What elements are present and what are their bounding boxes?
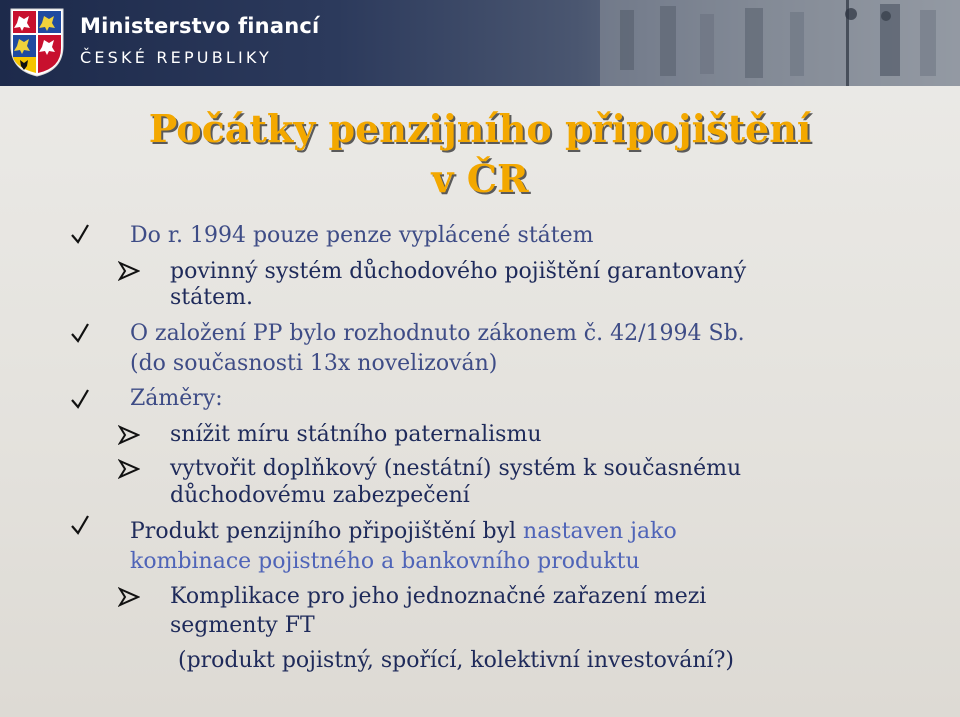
bullet-text-continued: důchodovému zabezpečení <box>170 483 470 508</box>
bullet-text-continued: kombinace pojistného a bankovního produktu <box>130 549 640 574</box>
arrow-bullet-icon <box>118 587 140 607</box>
bullet-text-part-highlight: nastaven jako <box>523 519 677 544</box>
bullet-text-continued: státem. <box>170 285 253 310</box>
slide-title-line-2: v ČR <box>431 156 529 201</box>
arrow-bullet-icon <box>118 261 140 281</box>
arrow-bullet-icon <box>118 459 140 479</box>
bullet-text: povinný systém důchodového pojištění garantovaný <box>170 259 747 284</box>
slide-title-line-1: Počátky penzijního připojištění <box>148 106 812 151</box>
bullet-text-part: Produkt penzijního připojištění byl <box>130 519 524 544</box>
bullet-text-continued: segmenty FT <box>170 613 315 638</box>
bullet-text: Komplikace pro jeho jednoznačné zařazení mezi <box>170 584 707 609</box>
checkmark-icon <box>70 514 90 536</box>
ministry-country: ČESKÉ REPUBLIKY <box>80 48 273 67</box>
bullet-text-continued: (do současnosti 13x novelizován) <box>130 351 498 376</box>
checkmark-icon <box>70 223 90 245</box>
bullet-text: O založení PP bylo rozhodnuto zákonem č. 42/1994 Sb. <box>130 321 745 346</box>
checkmark-icon <box>70 322 90 344</box>
bullet-text: Do r. 1994 pouze penze vyplácené státem <box>130 223 594 248</box>
bullet-text: vytvořit doplňkový (nestátní) systém k současnému <box>170 456 742 481</box>
bullet-text <box>130 518 677 546</box>
arrow-bullet-icon <box>118 425 140 445</box>
bullet-text: Záměry: <box>130 386 223 411</box>
ministry-name: Ministerstvo financí <box>80 14 320 38</box>
checkmark-icon <box>70 388 90 410</box>
bullet-text: snížit míru státního paternalismu <box>170 422 542 447</box>
bullet-text: (produkt pojistný, spořící, kolektivní investování?) <box>178 648 734 673</box>
